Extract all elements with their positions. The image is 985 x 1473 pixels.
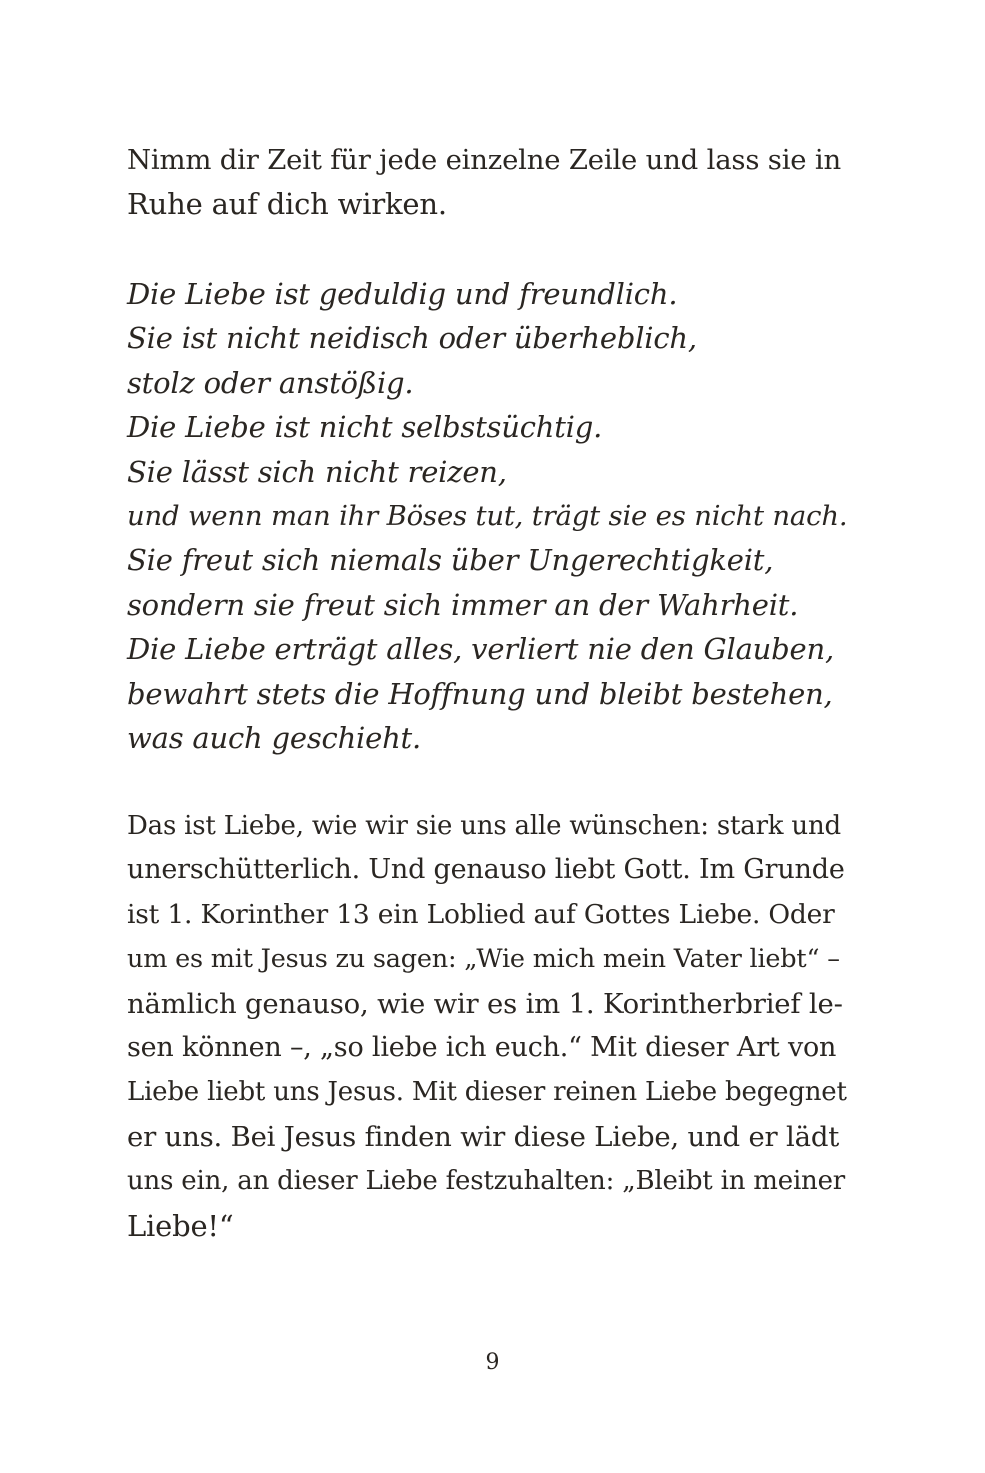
body-line: Liebe!“: [127, 1208, 234, 1243]
intro-line: Nimm dir Zeit für jede einzelne Zeile und lass sie in: [127, 144, 842, 176]
poem-line: Sie lässt sich nicht reizen,: [127, 454, 507, 489]
poem-line: Die Liebe ist nicht selbstsüchtig.: [127, 410, 603, 445]
poem-line: Die Liebe ist geduldig und freundlich.: [127, 277, 678, 311]
body-line: uns ein, an dieser Liebe festzuhalten: „Bleibt in meiner: [127, 1166, 846, 1197]
poem-line: Sie freut sich niemals über Ungerechtigkeit,: [127, 543, 774, 578]
poem-line: sondern sie freut sich immer an der Wahrheit.: [127, 587, 799, 622]
intro-paragraph: [127, 138, 847, 227]
poem-line: und wenn man ihr Böses tut, trägt sie es nicht nach.: [127, 500, 848, 533]
intro-line: Ruhe auf dich wirken.: [127, 187, 447, 222]
body-line: ist 1. Korinther 13 ein Loblied auf Gottes Liebe. Oder: [127, 898, 835, 930]
body-paragraph: [127, 804, 847, 1248]
body-line: um es mit Jesus zu sagen: „Wie mich mein Vater liebt“ –: [127, 944, 840, 975]
poem-line: Sie ist nicht neidisch oder überheblich,: [127, 321, 697, 356]
bible-quote-poem: [127, 272, 847, 760]
body-line: Liebe liebt uns Jesus. Mit dieser reinen Liebe begegnet: [127, 1077, 847, 1108]
body-line: er uns. Bei Jesus finden wir diese Liebe, und er lädt: [127, 1120, 840, 1153]
body-line: Das ist Liebe, wie wir sie uns alle wünschen: stark und: [127, 811, 841, 841]
body-line: unerschütterlich. Und genauso liebt Gott. Im Grunde: [127, 854, 845, 886]
body-line: nämlich genauso, wie wir es im 1. Korintherbrief le-: [127, 987, 843, 1020]
poem-line: Die Liebe erträgt alles, verliert nie den Glauben,: [127, 632, 834, 667]
poem-line: stolz oder anstößig.: [127, 365, 414, 400]
poem-line: bewahrt stets die Hoffnung und bleibt bestehen,: [127, 676, 833, 711]
page-number: 9: [485, 1350, 500, 1375]
poem-line: was auch geschieht.: [127, 721, 422, 756]
body-line: sen können –, „so liebe ich euch.“ Mit dieser Art von: [127, 1032, 837, 1064]
